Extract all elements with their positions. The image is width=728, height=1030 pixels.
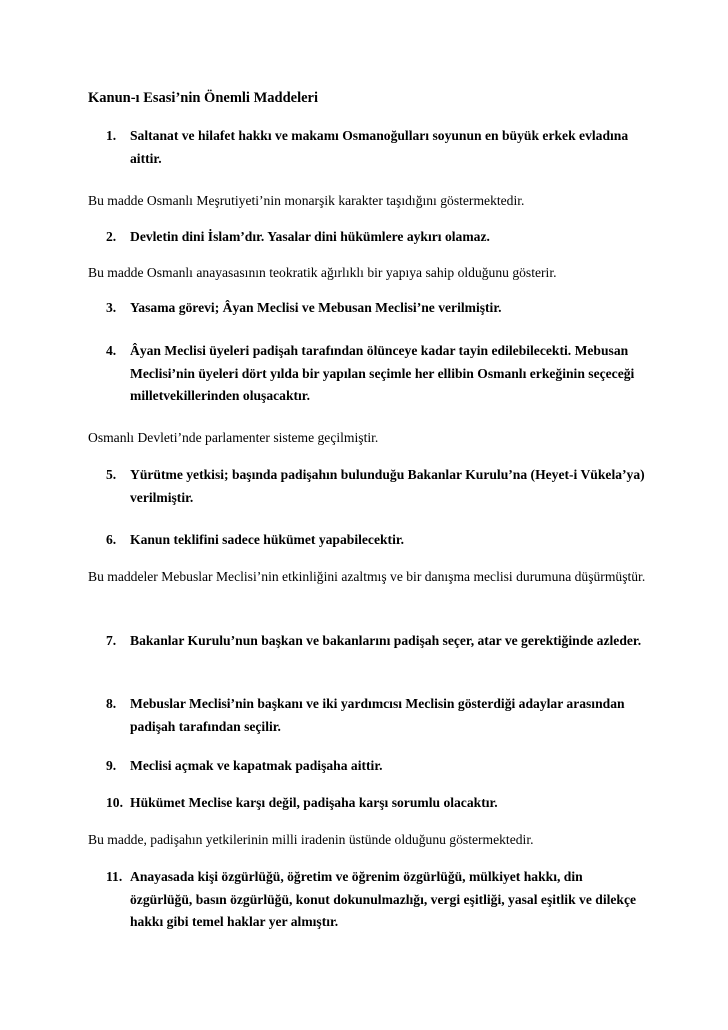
item-text: Âyan Meclisi üyeleri padişah tarafından ölünceye kadar tayin edilebilecekti. Mebusan Meclisi’nin üyeleri dört yılda bir yapılan seçimle her ellibin Osmanlı erkeğinin seçeceği milletvekillerinden oluşacaktır. [130, 343, 635, 403]
list-item-6 [106, 529, 646, 552]
note-paragraph-3: Osmanlı Devleti’nde parlamenter sisteme geçilmiştir. [88, 430, 379, 445]
list-item-3 [106, 297, 646, 320]
list-item-2 [106, 226, 646, 249]
item-number: 7. [106, 633, 117, 648]
item-text: Bakanlar Kurulu’nun başkan ve bakanlarını padişah seçer, atar ve gerektiğinde azleder. [130, 633, 642, 648]
item-text: Saltanat ve hilafet hakkı ve makamı Osmanoğulları soyunun en büyük erkek evladına aittir. [130, 128, 629, 166]
item-text: Hükümet Meclise karşı değil, padişaha karşı sorumlu olacaktır. [130, 795, 498, 810]
item-text: Meclisi açmak ve kapatmak padişaha aittir. [130, 758, 383, 773]
item-text: Yürütme yetkisi; başında padişahın bulunduğu Bakanlar Kurulu’na (Heyet-i Vükela’ya) verilmiştir. [130, 467, 645, 505]
list-item-9 [106, 755, 646, 778]
item-text: Yasama görevi; Âyan Meclisi ve Mebusan Meclisi’ne verilmiştir. [130, 300, 502, 315]
note-paragraph-2: Bu madde Osmanlı anayasasının teokratik ağırlıklı bir yapıya sahip olduğunu gösterir. [88, 265, 557, 280]
item-number: 10. [106, 795, 123, 810]
item-number: 2. [106, 229, 117, 244]
list-item-1 [106, 125, 646, 170]
item-number: 6. [106, 532, 117, 547]
list-item-7 [106, 630, 646, 653]
list-item-8 [106, 693, 646, 738]
item-text: Devletin dini İslam’dır. Yasalar dini hükümlere aykırı olamaz. [130, 229, 490, 244]
item-text: Anayasada kişi özgürlüğü, öğretim ve öğrenim özgürlüğü, mülkiyet hakkı, din özgürlüğü, basın özgürlüğü, konut dokunulmazlığı, vergi eşitliği, yasal eşitlik ve dilekçe hakkı gibi temel haklar yer almıştır. [130, 869, 637, 929]
list-item-4 [106, 340, 646, 408]
list-item-5 [106, 464, 646, 509]
item-number: 1. [106, 128, 117, 143]
list-item-11 [106, 866, 646, 934]
item-number: 8. [106, 696, 117, 711]
item-number: 9. [106, 758, 117, 773]
item-text: Kanun teklifini sadece hükümet yapabilecektir. [130, 532, 405, 547]
note-paragraph-1: Bu madde Osmanlı Meşrutiyeti’nin monarşik karakter taşıdığını göstermektedir. [88, 193, 525, 208]
item-number: 5. [106, 467, 117, 482]
note-paragraph-4: Bu maddeler Mebuslar Meclisi’nin etkinliğini azaltmış ve bir danışma meclisi durumuna düşürmüştür. [88, 569, 646, 584]
item-number: 11. [106, 869, 123, 884]
note-paragraph-5: Bu madde, padişahın yetkilerinin milli iradenin üstünde olduğunu göstermektedir. [88, 832, 534, 847]
list-item-10 [106, 792, 646, 815]
item-number: 3. [106, 300, 117, 315]
item-text: Mebuslar Meclisi’nin başkanı ve iki yardımcısı Meclisin gösterdiği adaylar arasından padişah tarafından seçilir. [130, 696, 625, 734]
item-number: 4. [106, 343, 117, 358]
document-title: Kanun-ı Esasi’nin Önemli Maddeleri [88, 90, 319, 106]
